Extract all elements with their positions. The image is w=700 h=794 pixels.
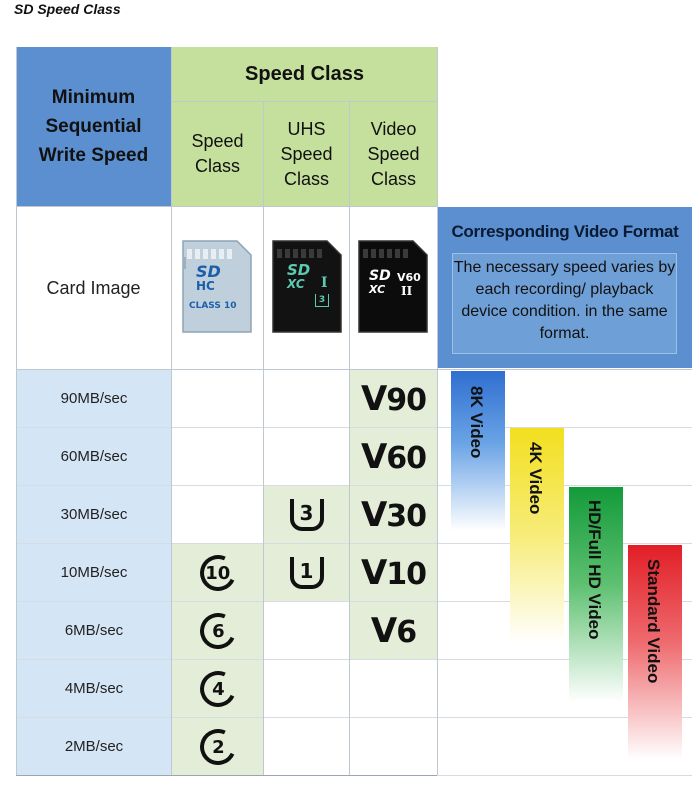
video-class-symbol <box>361 495 426 535</box>
video-class-symbol <box>361 553 426 593</box>
speed-class-cell <box>172 370 263 427</box>
speed-class-cell <box>172 486 263 543</box>
video-class-prefix: V <box>360 436 387 477</box>
video-format-title: Corresponding Video Format <box>451 222 679 241</box>
speed-class-cell <box>172 544 263 601</box>
uhs-class-symbol: 1 <box>290 557 324 589</box>
speed-class-cell <box>172 718 263 775</box>
video-class-value: 6 <box>396 614 417 650</box>
speed-value: 90MB/sec <box>60 390 128 407</box>
uhs-class-cell <box>264 486 349 543</box>
sdhc-logo: SD <box>196 262 221 281</box>
video-class-value: 90 <box>386 382 427 418</box>
video-class-symbol <box>371 611 416 651</box>
sdxc-uhs1-card-icon <box>271 239 343 334</box>
video-class-prefix: V <box>360 494 387 535</box>
uhs-class-cell <box>264 370 349 427</box>
speed-value: 30MB/sec <box>60 506 128 523</box>
min-write-speed-header-text: Minimum Sequential Write Speed <box>38 87 149 166</box>
uhs-class-cell <box>264 602 349 659</box>
card-image-label <box>16 207 171 369</box>
video-class-prefix: V <box>370 610 397 651</box>
video-class-value: 60 <box>386 440 427 476</box>
uhs-class-cell <box>264 544 349 601</box>
sdxc-uhs1-mark: I <box>321 275 328 291</box>
sdhc-class-badge: CLASS 10 <box>189 301 237 311</box>
sdxc-uhs1-card-image <box>271 239 343 339</box>
sdxc-uhs1-sub-logo: XC <box>287 277 305 291</box>
uhs-speed-class-column-header-text: UHS Speed Class <box>280 118 333 189</box>
speed-class-cell <box>172 660 263 717</box>
8k-video-label: 8K Video <box>467 386 486 459</box>
hd-video-label: HD/Full HD Video <box>585 500 604 640</box>
speed-value: 4MB/sec <box>64 680 124 697</box>
speed-class-symbol <box>194 723 240 769</box>
video-class-cell <box>350 602 437 659</box>
speed-value: 6MB/sec <box>64 622 124 639</box>
video-speed-class-column-header <box>350 102 437 206</box>
speed-class-symbol-value: 10 <box>204 562 231 583</box>
video-class-cell <box>350 718 437 775</box>
sdxc-uhs2-logo: SD <box>369 268 391 284</box>
speed-value: 10MB/sec <box>60 564 128 581</box>
sdhc-card-image <box>181 239 253 339</box>
speed-class-column-header <box>172 102 263 206</box>
video-class-value: 30 <box>386 498 427 534</box>
standard-video-label: Standard Video <box>644 559 663 684</box>
video-format-description: The necessary speed varies by each recording/ playback device condition. in the same format. <box>452 253 677 354</box>
speed-value: 2MB/sec <box>64 738 124 755</box>
speed-class-symbol <box>194 665 240 711</box>
speed-class-group-header-text: Speed Class <box>245 62 364 85</box>
sdxc-uhs2-sub-logo: XC <box>369 283 386 296</box>
speed-class-column-header-text: Speed Class <box>191 131 244 176</box>
speed-value-cell <box>17 370 171 427</box>
sdxc-uhs1-logo: SD <box>287 261 311 279</box>
card-image-label-text: Card Image <box>46 277 141 298</box>
uhs-class-cell <box>264 660 349 717</box>
sdxc-uhs2-mark: II <box>401 284 413 298</box>
speed-value-cell <box>17 544 171 601</box>
video-class-cell <box>350 544 437 601</box>
speed-value: 60MB/sec <box>60 448 128 465</box>
4k-video-label: 4K Video <box>526 442 545 515</box>
video-class-symbol <box>361 379 426 419</box>
page-title: SD Speed Class <box>14 1 121 17</box>
video-class-cell <box>350 486 437 543</box>
video-class-prefix: V <box>360 552 387 593</box>
speed-class-symbol <box>194 607 240 653</box>
speed-class-symbol-value: 6 <box>211 620 224 641</box>
uhs-class-symbol: 3 <box>290 499 324 531</box>
sdxc-uhs2-badge: V60 <box>397 271 421 284</box>
speed-class-cell <box>172 428 263 485</box>
uhs-class-cell <box>264 718 349 775</box>
video-class-cell <box>350 660 437 717</box>
sdxc-uhs1-badge: 3 <box>315 294 329 307</box>
speed-value-cell <box>17 428 171 485</box>
video-class-prefix: V <box>360 378 387 419</box>
speed-class-symbol-value: 4 <box>211 678 224 699</box>
video-class-cell <box>350 370 437 427</box>
speed-class-symbol <box>194 549 240 595</box>
speed-class-group-header <box>172 47 437 101</box>
uhs-speed-class-column-header <box>264 102 349 206</box>
video-class-cell <box>350 428 437 485</box>
video-class-value: 10 <box>386 556 427 592</box>
sdxc-uhs2-card-icon <box>357 239 429 334</box>
speed-class-symbol-value: 2 <box>211 736 224 757</box>
video-speed-class-column-header-text: Video Speed Class <box>367 118 420 189</box>
sdhc-sub-logo: HC <box>196 279 215 293</box>
video-class-symbol <box>361 437 426 477</box>
sdhc-card-icon <box>181 239 253 334</box>
min-write-speed-header <box>16 47 171 206</box>
speed-value-cell <box>17 718 171 775</box>
speed-value-cell <box>17 660 171 717</box>
uhs-class-cell <box>264 428 349 485</box>
speed-class-cell <box>172 602 263 659</box>
speed-value-cell <box>17 602 171 659</box>
speed-value-cell <box>17 486 171 543</box>
sdxc-uhs2-card-image <box>357 239 429 339</box>
